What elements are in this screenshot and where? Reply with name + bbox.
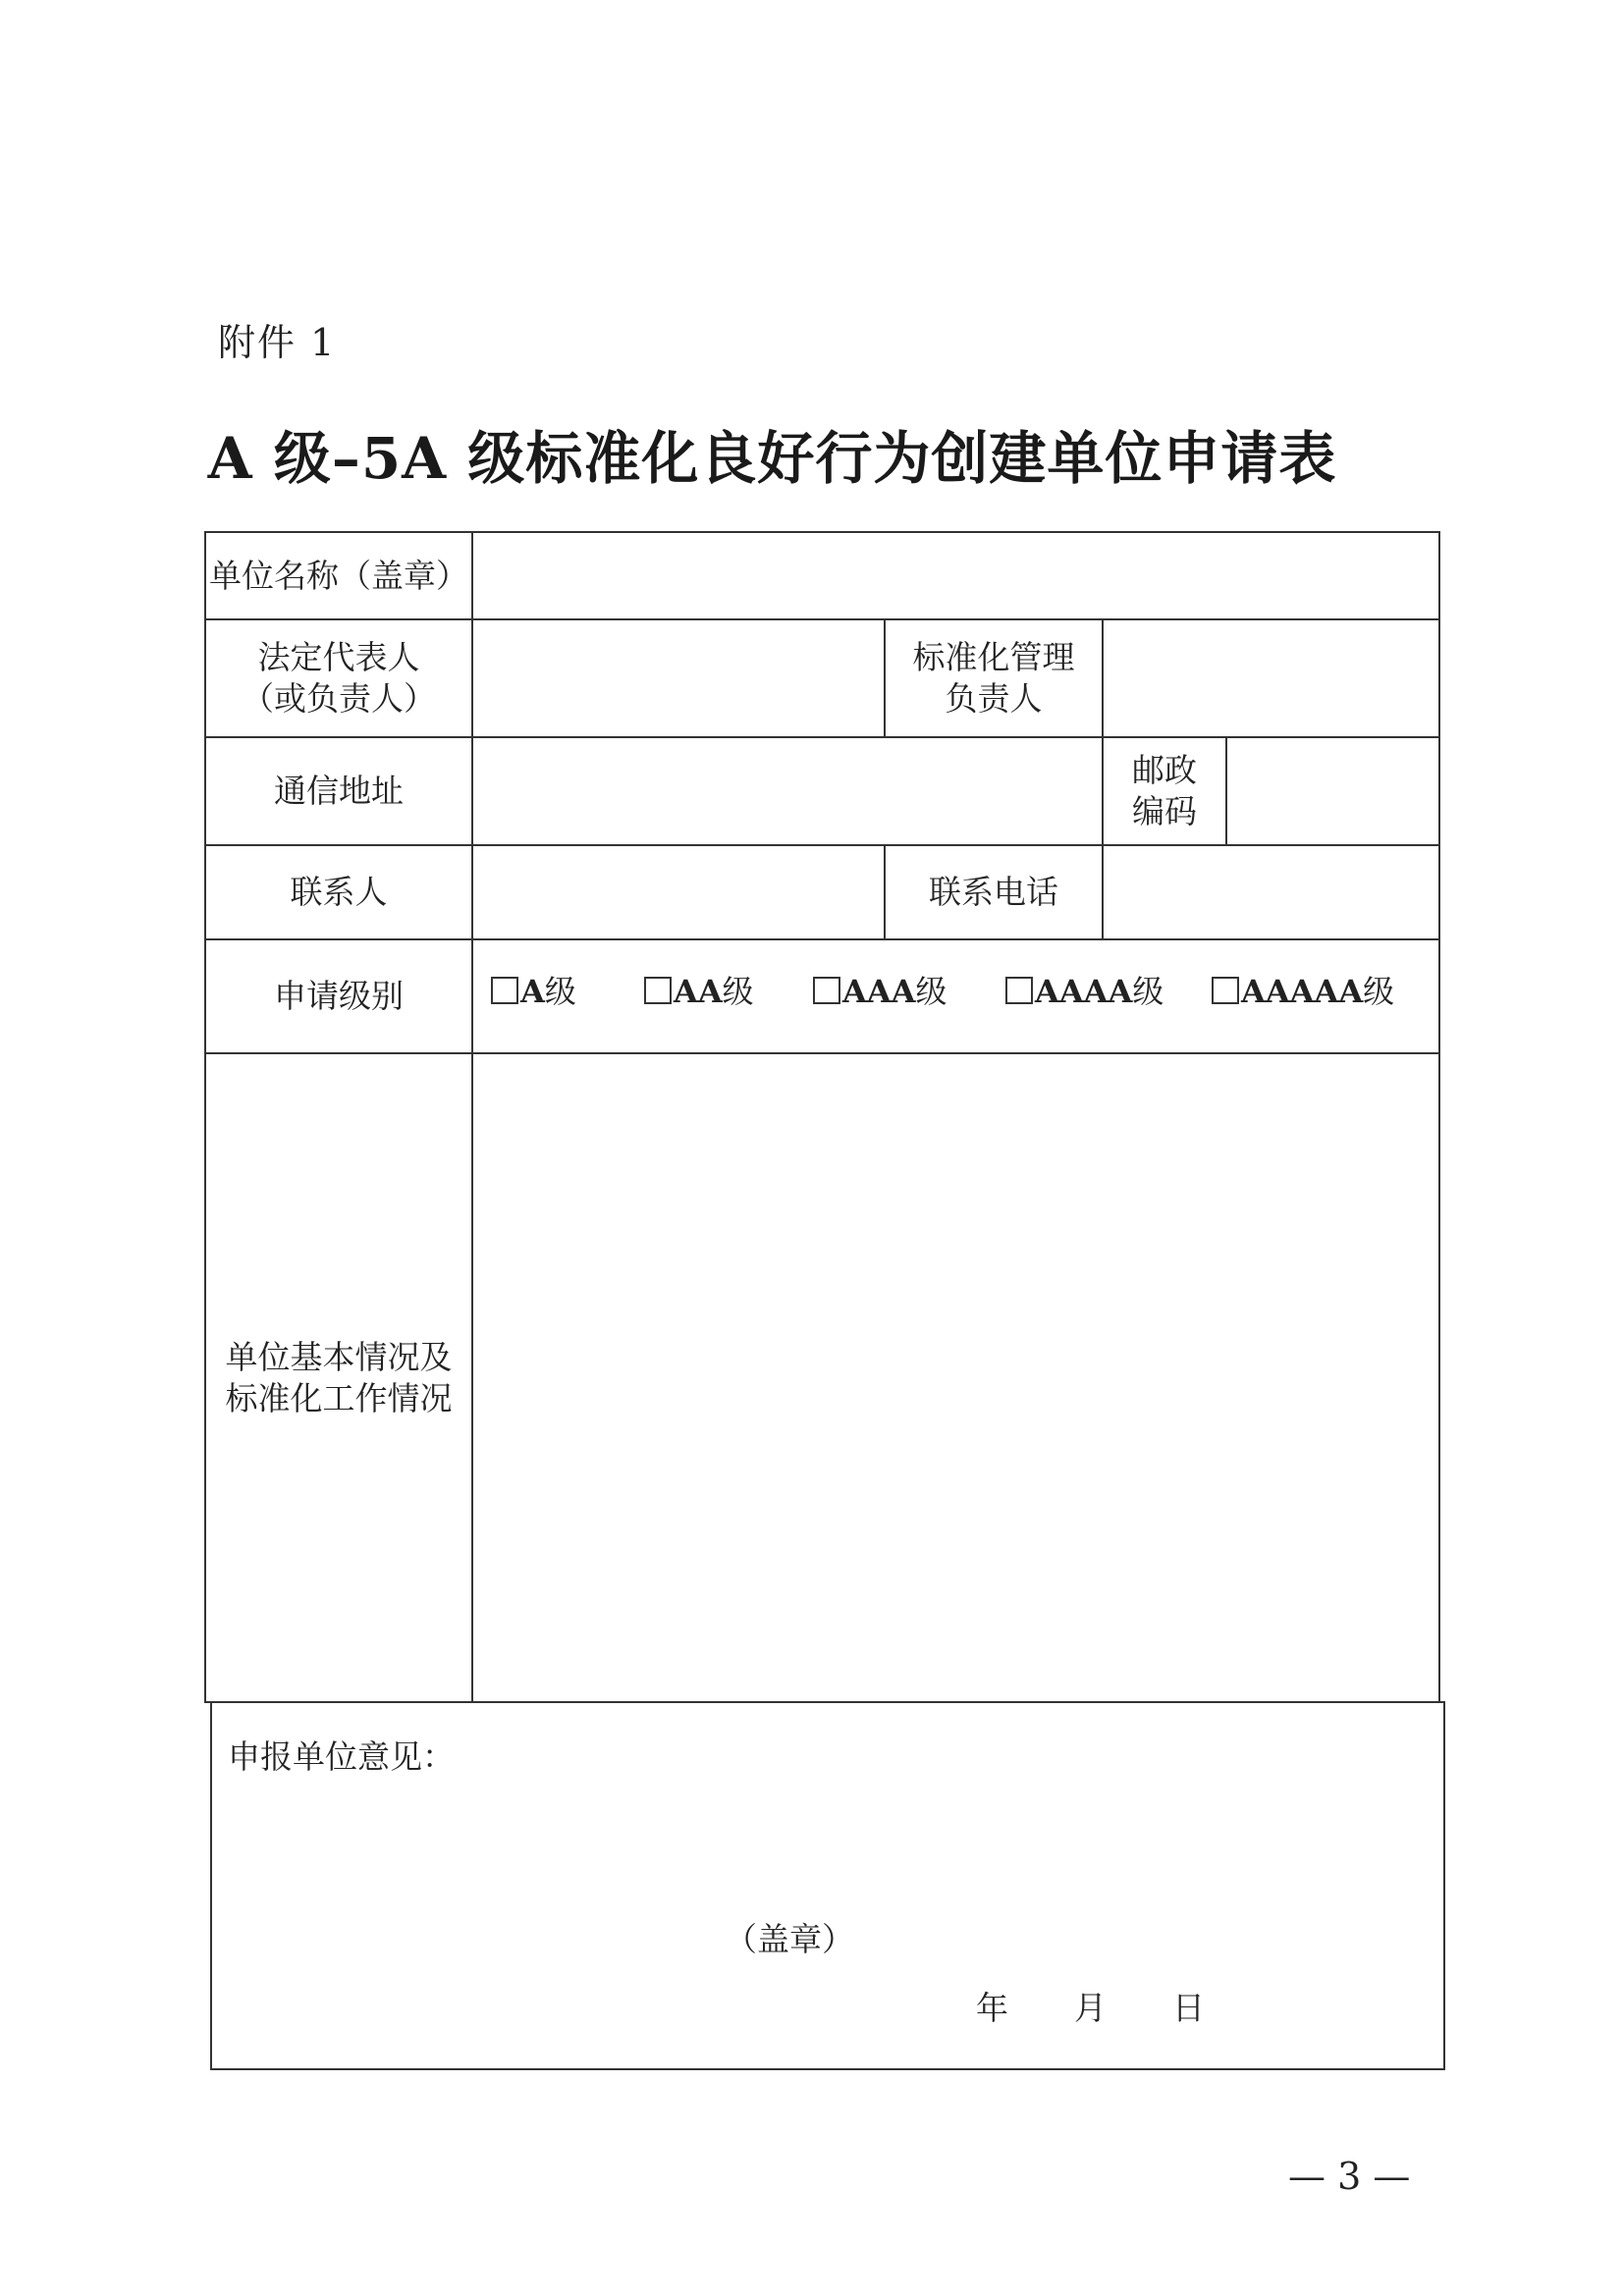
date-day: 日 bbox=[1172, 1989, 1205, 2027]
checkbox-icon[interactable] bbox=[1212, 977, 1239, 1004]
level-option-aa[interactable] bbox=[644, 967, 754, 1012]
date-year: 年 bbox=[976, 1989, 1008, 2027]
level-option-aaaa[interactable] bbox=[1005, 967, 1163, 1012]
level-letters: AAAAA bbox=[1241, 973, 1364, 1010]
address-label-text: 通信地址 bbox=[274, 772, 404, 810]
opinion-field[interactable] bbox=[212, 1777, 1443, 1914]
level-suffix: 级 bbox=[1363, 973, 1395, 1010]
basic-info-field[interactable] bbox=[473, 1054, 1438, 1701]
level-letters: AA bbox=[674, 973, 723, 1010]
form-title bbox=[0, 412, 1623, 495]
address-label bbox=[206, 738, 471, 844]
level-option-aaa[interactable] bbox=[813, 967, 947, 1012]
legal-rep-field[interactable] bbox=[473, 620, 884, 736]
level-suffix: 级 bbox=[915, 973, 947, 1010]
unit-name-label bbox=[206, 533, 471, 618]
std-manager-label-line2: 负责人 bbox=[945, 679, 1043, 718]
contact-label-text: 联系人 bbox=[290, 873, 388, 911]
contact-label bbox=[206, 846, 471, 938]
level-suffix: 级 bbox=[1132, 973, 1164, 1010]
level-letters: AAAA bbox=[1035, 973, 1133, 1010]
std-manager-label bbox=[886, 620, 1102, 736]
std-manager-label-line1: 标准化管理 bbox=[912, 638, 1075, 676]
unit-name-field[interactable] bbox=[473, 533, 1438, 618]
postal-code-field[interactable] bbox=[1227, 738, 1438, 844]
attachment-label: 附件 1 bbox=[218, 321, 337, 364]
phone-label bbox=[886, 846, 1102, 938]
checkbox-icon[interactable] bbox=[644, 977, 672, 1004]
level-letters: A bbox=[520, 973, 545, 1010]
contact-field[interactable] bbox=[473, 846, 884, 938]
postal-code-label-line1: 邮政 bbox=[1132, 751, 1197, 789]
basic-info-label-line2: 标准化工作情况 bbox=[225, 1378, 453, 1417]
phone-label-text: 联系电话 bbox=[929, 873, 1058, 911]
level-suffix: 级 bbox=[722, 973, 754, 1010]
postal-code-label bbox=[1104, 738, 1225, 844]
basic-info-label-line1: 单位基本情况及 bbox=[225, 1337, 453, 1376]
legal-rep-label-line1: 法定代表人 bbox=[257, 638, 420, 676]
level-option-a[interactable] bbox=[491, 967, 576, 1012]
seal-label: （盖章） bbox=[725, 1920, 854, 1958]
std-manager-field[interactable] bbox=[1104, 620, 1438, 736]
form-title-text: A 级–5A 级标准化良好行为创建单位申请表 bbox=[207, 425, 1337, 492]
unit-name-label-text: 单位名称（盖章） bbox=[209, 556, 468, 595]
phone-field[interactable] bbox=[1104, 846, 1438, 938]
address-field[interactable] bbox=[473, 738, 1102, 844]
postal-code-label-line2: 编码 bbox=[1132, 792, 1197, 830]
checkbox-icon[interactable] bbox=[813, 977, 840, 1004]
basic-info-label bbox=[206, 1054, 471, 1701]
level-label bbox=[206, 940, 471, 1052]
checkbox-icon[interactable] bbox=[1005, 977, 1033, 1004]
level-label-text: 申请级别 bbox=[274, 977, 404, 1015]
page-number: — 3 — bbox=[1288, 2155, 1411, 2198]
level-option-aaaaa[interactable] bbox=[1212, 967, 1394, 1012]
legal-rep-label-line2: （或负责人） bbox=[242, 679, 436, 718]
level-suffix: 级 bbox=[544, 973, 576, 1010]
level-letters: AAA bbox=[842, 973, 916, 1010]
legal-rep-label bbox=[206, 620, 471, 736]
date-month: 月 bbox=[1074, 1989, 1107, 2027]
opinion-label: 申报单位意见： bbox=[228, 1737, 455, 1776]
checkbox-icon[interactable] bbox=[491, 977, 518, 1004]
